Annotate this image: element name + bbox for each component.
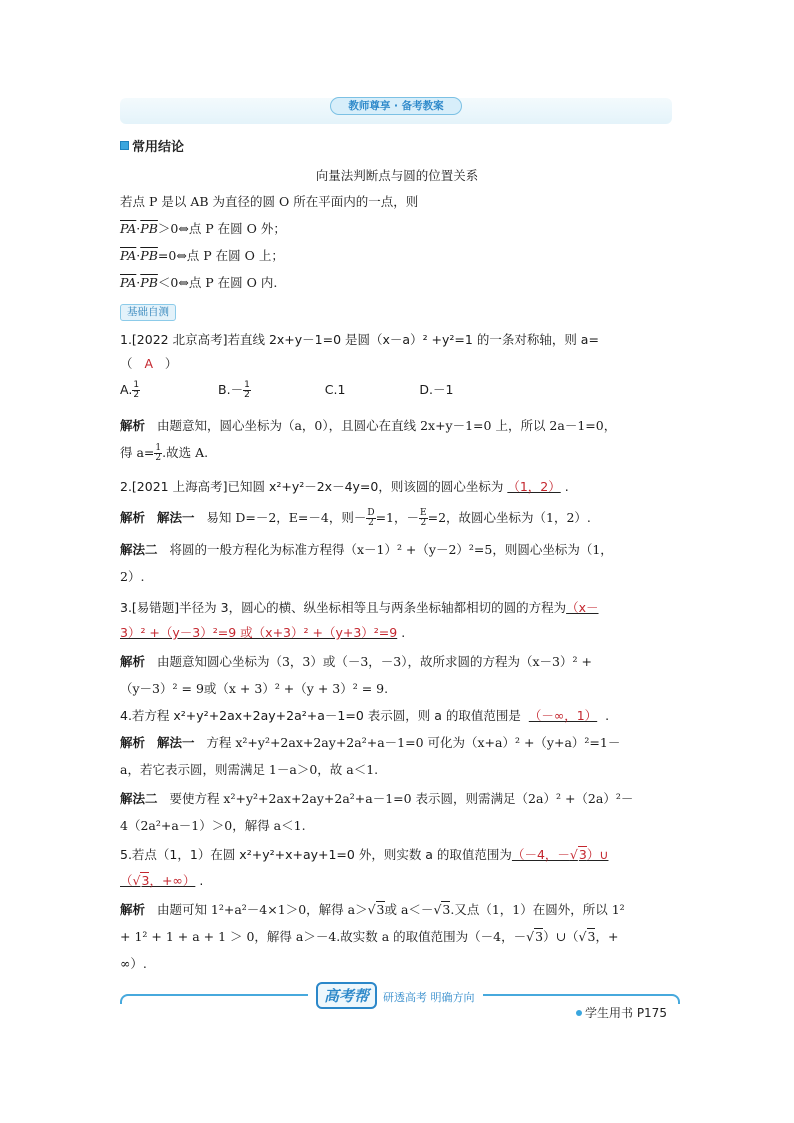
q1-option-d: D.－1 bbox=[419, 382, 454, 397]
conclusion-title: 向量法判断点与圆的位置关系 bbox=[315, 168, 479, 183]
q1-solution-2: 得 a= $\frac{1}{2}$ .故选 A. bbox=[120, 443, 209, 463]
basic-self-test-tag: 基础自测 bbox=[120, 304, 176, 321]
q2-solution-2: 解法二 将圆的一般方程化为标准方程得（x－1）² +（y－2）²=5，则圆心坐标为（1， bbox=[120, 542, 613, 557]
q4-solution-4: 4（2a²+a－1）＞0，解得 a＜1. bbox=[120, 818, 306, 833]
q5-solution-3: ∞）. bbox=[120, 956, 147, 971]
q5-stem: 5.若点（1，1）在圆 x²+y²+x+ay+1=0 外，则实数 a 的取值范围为（－4，－√3）∪ bbox=[120, 847, 609, 862]
q1-options bbox=[120, 380, 453, 400]
circle-bullet-icon bbox=[576, 1010, 582, 1016]
student-book-page-ref: 学生用书 P175 bbox=[576, 1004, 667, 1021]
q3-answer: 3）² +（y－3）²=9 或（x+3）² +（y+3）²=9 . bbox=[120, 625, 406, 640]
q1-option-a: A. $\frac{1}{2}$ bbox=[120, 380, 140, 400]
conclusion-case-1: $\overline{PA}\cdot\overline{PB}>0\Leftrightarrow$点 P 在圆 O 外； bbox=[120, 221, 286, 236]
brand-logo: 高考帮 bbox=[316, 982, 377, 1009]
banner-label: 教师尊享 · 备考教案 bbox=[330, 97, 462, 115]
q2-solution-3: 2）. bbox=[120, 569, 145, 584]
q1-stem: 1.[2022 北京高考]若直线 2x+y－1=0 是圆（x－a）² +y²=1 的一条对称轴，则 a= bbox=[120, 332, 599, 347]
q4-solution-1: 解析 解法一 方程 x²+y²+2ax+2ay+2a²+a－1=0 可化为（x+a）² +（y+a）²=1－ bbox=[120, 735, 621, 750]
q1-option-b: B.－ $\frac{1}{2}$ bbox=[218, 380, 250, 400]
q3-stem: 3.[易错题]半径为 3，圆心的横、纵坐标相等且与两条坐标轴都相切的圆的方程为（x－ bbox=[120, 600, 599, 615]
q4-solution-3: 解法二 要使方程 x²+y²+2ax+2ay+2a²+a－1=0 表示圆，则需满足（2a）² +（2a）²－ bbox=[120, 791, 634, 806]
q4-answer: （－∞，1） bbox=[528, 708, 598, 723]
q3-solution-2: （y－3）² = 9或（x + 3）² +（y + 3）² = 9. bbox=[120, 681, 389, 696]
brand-slogan: 研透高考 明确方向 bbox=[383, 991, 475, 1004]
q4-solution-2: a，若它表示圆，则需满足 1－a＞0，故 a＜1. bbox=[120, 762, 379, 777]
section-title: 常用结论 bbox=[120, 136, 184, 155]
q2-answer: （1，2） bbox=[507, 479, 561, 494]
q1-answer: （ A ） bbox=[120, 356, 178, 371]
q3-solution-1: 解析 由题意知圆心坐标为（3，3）或（－3，－3），故所求圆的方程为（x－3）² + bbox=[120, 654, 592, 669]
conclusion-case-2: $\overline{PA}\cdot\overline{PB}=0\Leftrightarrow$点 P 在圆 O 上； bbox=[120, 248, 284, 263]
q5-solution-2: + 1² + 1 + a + 1 ＞ 0，解得 a＞－4.故实数 a 的取值范围为（－4，－√3）∪（√3，+ bbox=[120, 929, 619, 944]
q4-stem: 4.若方程 x²+y²+2ax+2ay+2a²+a－1=0 表示圆，则 a 的取值范围是 （－∞，1） . bbox=[120, 708, 610, 723]
footer-brand bbox=[308, 982, 483, 1006]
q1-solution-1: 解析 由题意知，圆心坐标为（a，0），且圆心在直线 2x+y－1=0 上，所以 2a－1=0， bbox=[120, 418, 617, 433]
q5-answer: （√3，+∞） . bbox=[120, 873, 204, 888]
square-bullet-icon bbox=[120, 141, 129, 150]
conclusion-intro: 若点 P 是以 AB 为直径的圆 O 所在平面内的一点，则 bbox=[120, 194, 419, 209]
q5-solution-1: 解析 由题可知 1²+a²－4×1＞0，解得 a＞√3或 a＜－√3.又点（1，1）在圆外，所以 1² bbox=[120, 902, 625, 917]
header-banner bbox=[120, 98, 672, 124]
q2-solution-1: 解析 解法一 易知 D=－2，E=－4，则－ $\frac{D}{2}$ =1，－ $\frac{E}{2}$ =2，故圆心坐标为（1，2）. bbox=[120, 508, 591, 528]
q1-option-c: C.1 bbox=[324, 382, 346, 397]
conclusion-case-3: $\overline{PA}\cdot\overline{PB}<0\Leftrightarrow$点 P 在圆 O 内. bbox=[120, 275, 278, 290]
q2-stem: 2.[2021 上海高考]已知圆 x²+y²－2x－4y=0，则该圆的圆心坐标为 （1，2） . bbox=[120, 479, 569, 494]
